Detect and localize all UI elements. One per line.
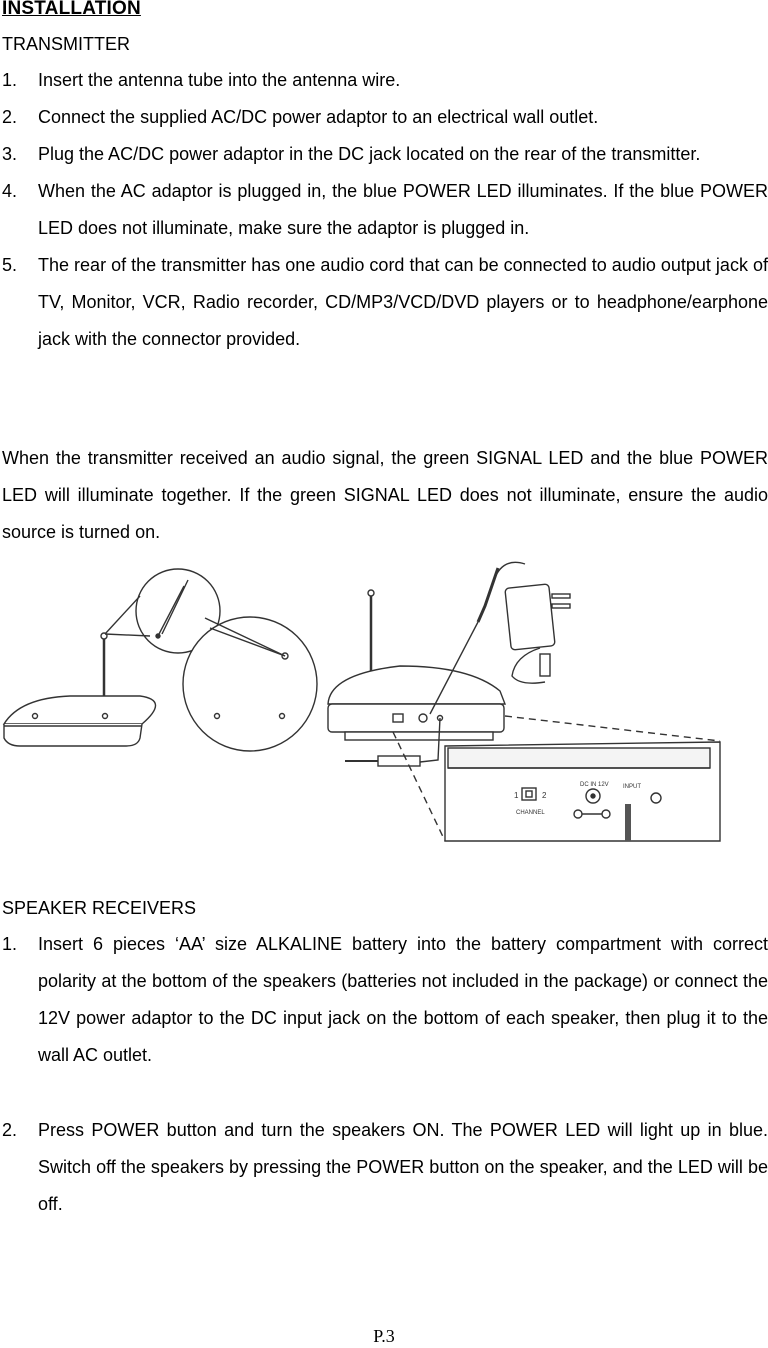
list-item: 4. When the AC adaptor is plugged in, the blue POWER LED illuminates. If the blue POWER LED does not illuminate, make sure the adaptor is plugged in. <box>2 181 768 238</box>
transmitter-rear <box>328 590 505 740</box>
svg-text:2: 2 <box>542 791 547 800</box>
section-title: INSTALLATION <box>2 0 141 19</box>
transmitter-heading: TRANSMITTER <box>2 34 130 54</box>
list-item: 1. Insert 6 pieces ‘AA’ size ALKALINE battery into the battery compartment with correct polarity at the bottom of the speakers (batteries not included in the package) or connect the 12V power adaptor to the DC input jack on the bottom of each speaker, then plug it to the wall AC outlet. <box>2 934 768 1065</box>
transmitter-illustration <box>0 556 768 856</box>
svg-text:DC IN 12V: DC IN 12V <box>580 782 609 788</box>
signal-note: When the transmitter received an audio signal, the green SIGNAL LED and the blue POWER LED will illuminate together. If the green SIGNAL LED does not illuminate, ensure the audio source is turned on. <box>2 448 768 542</box>
list-item: 2. Press POWER button and turn the speakers ON. The POWER LED will light up in blue. Switch off the speakers by pressing the POWER button on the speaker, and the LED will be off. <box>2 1120 768 1214</box>
svg-text:1: 1 <box>514 791 519 800</box>
receivers-heading: SPEAKER RECEIVERS <box>2 898 197 918</box>
list-item: 2. Connect the supplied AC/DC power adaptor to an electrical wall outlet. <box>2 107 599 127</box>
transmitter-steps <box>0 62 768 358</box>
receiver-steps <box>0 926 768 1223</box>
list-item: 3. Plug the AC/DC power adaptor in the DC jack located on the rear of the transmitter. <box>2 144 701 164</box>
list-item: 1. Insert the antenna tube into the antenna wire. <box>2 70 401 90</box>
rear-panel-detail <box>445 742 720 841</box>
page-number: P.3 <box>373 1326 395 1346</box>
svg-text:CHANNEL: CHANNEL <box>516 810 545 816</box>
list-item: 5. The rear of the transmitter has one audio cord that can be connected to audio output jack of TV, Monitor, VCR, Radio recorder, CD/MP3/VCD/DVD players or to headphone/earphone jack with the connector provided. <box>2 255 768 349</box>
svg-text:INPUT: INPUT <box>623 784 641 790</box>
transmitter-front <box>4 633 156 746</box>
